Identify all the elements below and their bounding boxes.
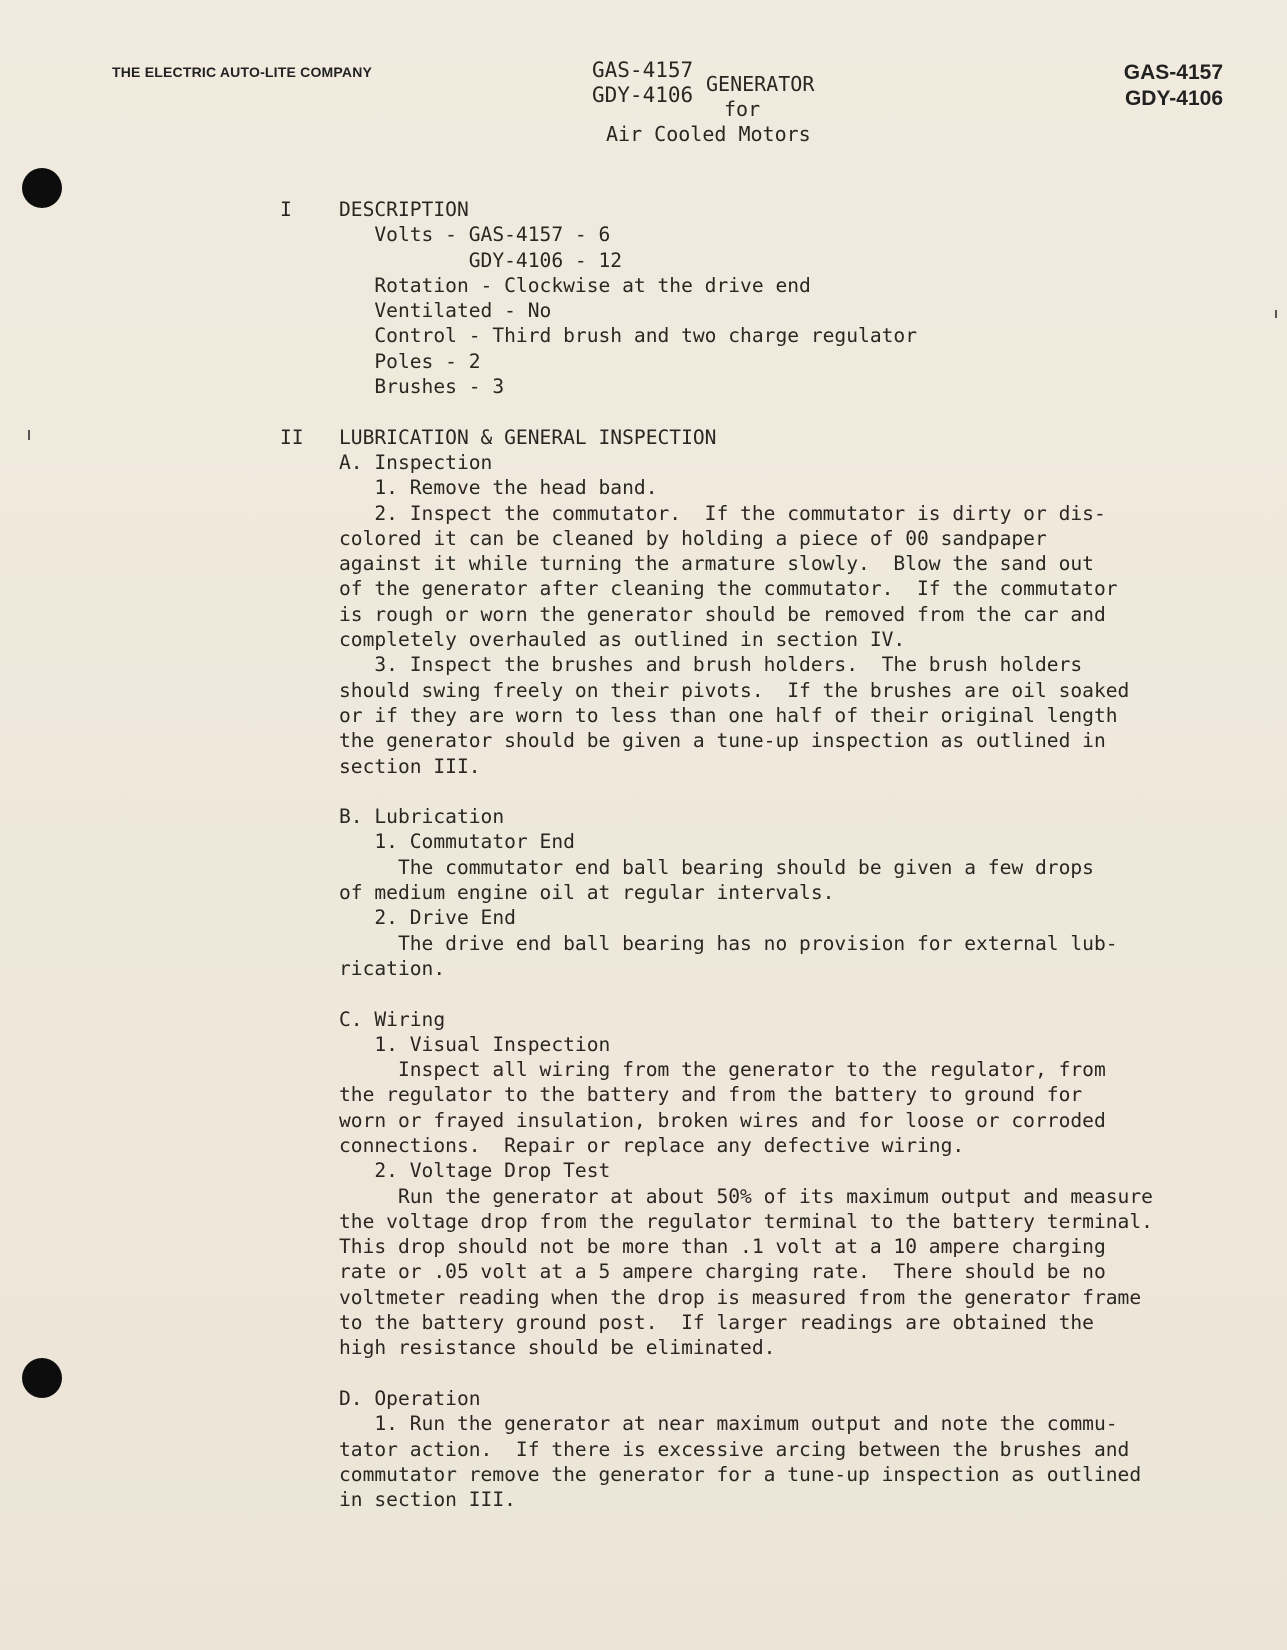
body-text-line: rate or .05 volt at a 5 ampere charging rate. There should be no: [280, 1260, 1106, 1284]
body-text-line: Run the generator at about 50% of its maximum output and measure: [280, 1184, 1153, 1208]
body-text-line: 1. Commutator End: [280, 830, 575, 854]
body-text-line: should swing freely on their pivots. If the brushes are oil soaked: [280, 678, 1130, 702]
body-text-line: tator action. If there is excessive arcing between the brushes and: [280, 1437, 1130, 1461]
body-text-line: colored it can be cleaned by holding a piece of 00 sandpaper: [280, 526, 1047, 550]
model-number: GDY-4106: [1124, 87, 1223, 110]
body-text-line: the regulator to the battery and from the battery to ground for: [280, 1083, 1083, 1107]
body-text-line: 1. Remove the head band.: [280, 476, 658, 500]
body-text-line: Volts - GAS-4157 - 6: [280, 223, 611, 247]
body-text-line: Poles - 2: [280, 349, 481, 373]
body-text-line: Ventilated - No: [280, 299, 552, 323]
body-text-line: commutator remove the generator for a tune-up inspection as outlined: [280, 1462, 1142, 1486]
body-text-line: 3. Inspect the brushes and brush holders. The brush holders: [280, 653, 1083, 677]
body-text-line: Brushes - 3: [280, 375, 505, 399]
body-text-line: II LUBRICATION & GENERAL INSPECTION: [280, 425, 717, 449]
company-name: THE ELECTRIC AUTO-LITE COMPANY: [112, 64, 373, 80]
body-text-line: in section III.: [280, 1488, 516, 1512]
margin-mark: [28, 430, 30, 440]
model-numbers-right: [1124, 60, 1223, 112]
blank-line: [280, 779, 1240, 804]
body-text-line: the generator should be given a tune-up inspection as outlined in: [280, 729, 1106, 753]
body-text-line: The commutator end ball bearing should be given a few drops: [280, 855, 1094, 879]
body-text-line: or if they are worn to less than one half of their original length: [280, 703, 1118, 727]
binder-hole-top: [22, 168, 62, 208]
body-text-line: of medium engine oil at regular intervals.: [280, 881, 835, 905]
body-text-line: completely overhauled as outlined in section IV.: [280, 628, 906, 652]
body-text-line: 2. Voltage Drop Test: [280, 1159, 611, 1183]
document-body: [280, 197, 1240, 1512]
blank-line: [280, 1361, 1240, 1386]
binder-hole-bottom: [22, 1358, 62, 1398]
body-text-line: against it while turning the armature slowly. Blow the sand out: [280, 552, 1094, 576]
body-text-line: high resistance should be eliminated.: [280, 1336, 776, 1360]
body-text-line: GDY-4106 - 12: [280, 248, 623, 272]
body-text-line: 2. Drive End: [280, 906, 516, 930]
body-text-line: Inspect all wiring from the generator to the regulator, from: [280, 1058, 1106, 1082]
body-text-line: the voltage drop from the regulator terminal to the battery terminal.: [280, 1209, 1153, 1233]
body-text-line: A. Inspection: [280, 450, 493, 474]
model-numbers-left: [592, 58, 693, 108]
model-number: GAS-4157: [1123, 61, 1223, 84]
body-text-line: rication.: [280, 956, 446, 980]
document-title: GENERATOR: [706, 72, 815, 96]
body-text-line: Rotation - Clockwise at the drive end: [280, 273, 811, 297]
body-text-line: C. Wiring: [280, 1007, 446, 1031]
blank-line: [280, 981, 1240, 1006]
body-text-line: This drop should not be more than .1 volt at a 10 ampere charging: [280, 1235, 1106, 1259]
body-text-line: 1. Visual Inspection: [280, 1032, 611, 1056]
body-text-line: section III.: [280, 754, 481, 778]
body-text-line: is rough or worn the generator should be removed from the car and: [280, 602, 1106, 626]
model-number: GAS-4157: [592, 58, 694, 82]
body-text-line: worn or frayed insulation, broken wires and for loose or corroded: [280, 1108, 1106, 1132]
blank-line: [280, 399, 1240, 424]
body-text-line: to the battery ground post. If larger readings are obtained the: [280, 1311, 1094, 1335]
body-text-line: 2. Inspect the commutator. If the commutator is dirty or dis-: [280, 501, 1106, 525]
margin-mark: [1275, 310, 1277, 318]
body-text-line: D. Operation: [280, 1386, 481, 1410]
body-text-line: I DESCRIPTION: [280, 198, 469, 221]
model-number: GDY-4106: [592, 83, 694, 107]
body-text-line: of the generator after cleaning the commutator. If the commutator: [280, 577, 1118, 601]
document-subtitle: Air Cooled Motors: [606, 122, 811, 146]
body-text-line: connections. Repair or replace any defective wiring.: [280, 1133, 965, 1157]
body-text-line: Control - Third brush and two charge regulator: [280, 324, 918, 348]
body-text-line: The drive end ball bearing has no provision for external lub-: [280, 931, 1118, 955]
body-text-line: 1. Run the generator at near maximum output and note the commu-: [280, 1412, 1118, 1436]
title-connector: for: [724, 97, 761, 121]
body-text-line: B. Lubrication: [280, 805, 505, 829]
body-text-line: voltmeter reading when the drop is measured from the generator frame: [280, 1285, 1142, 1309]
